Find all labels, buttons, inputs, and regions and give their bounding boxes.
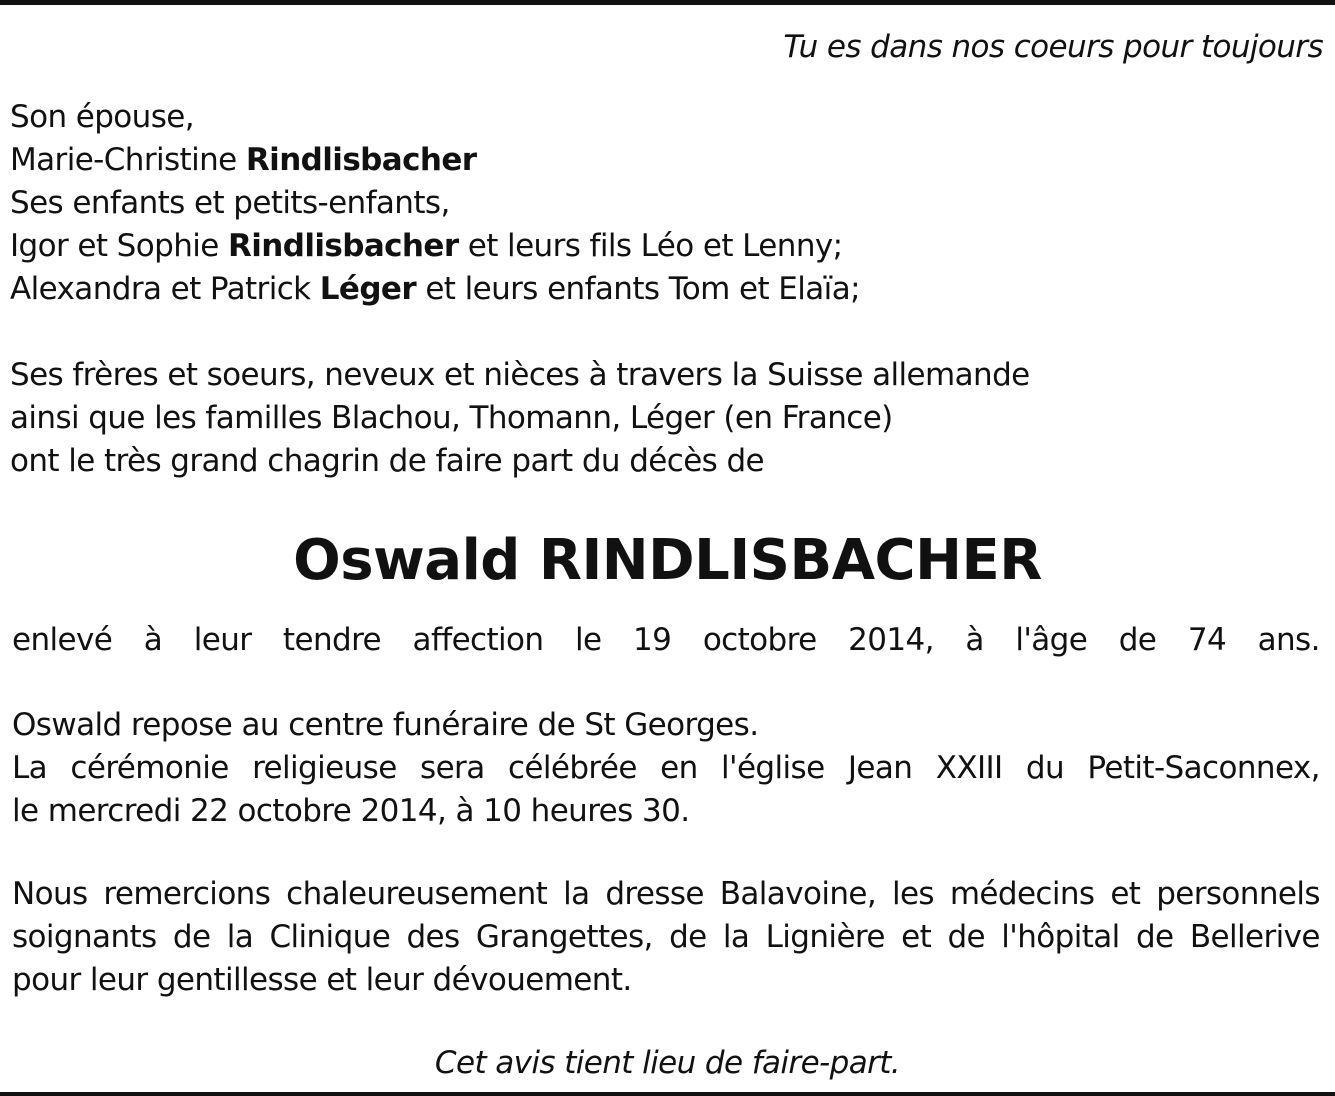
thanks-line1 [12, 874, 1320, 914]
child1-last: Rindlisbacher [227, 228, 459, 264]
child1-first: Igor et Sophie [10, 228, 228, 264]
word: XXIII [935, 750, 1003, 786]
word: enlevé [12, 622, 113, 658]
death-line [12, 620, 1320, 660]
word: l'hôpital [1001, 919, 1120, 955]
child2-last: Léger [319, 271, 417, 307]
word: Jean [847, 750, 913, 786]
word: octobre [702, 622, 817, 658]
relatives-line2: ainsi que les familles Blachou, Thomann, Léger (en France) [10, 400, 893, 436]
word: le [575, 622, 602, 658]
relatives-line1: Ses frères et soeurs, neveux et nièces à travers la Suisse allemande [10, 357, 1030, 393]
word: affection [412, 622, 544, 658]
child1-line [10, 226, 842, 266]
word: du [1025, 750, 1065, 786]
word: l'âge [1015, 622, 1088, 658]
spouse-line [10, 140, 476, 180]
word: sera [420, 750, 485, 786]
word: leur [193, 622, 252, 658]
spouse-intro: Son épouse, [10, 99, 194, 135]
word: médecins [949, 876, 1095, 912]
thanks-line2 [12, 917, 1320, 957]
word: célébrée [507, 750, 637, 786]
word: à [143, 622, 163, 658]
word: de [947, 919, 986, 955]
word: des [406, 919, 460, 955]
spouse-first-name: Marie-Christine [10, 142, 246, 178]
spouse-last-name: Rindlisbacher [245, 142, 477, 178]
word: et [1110, 876, 1141, 912]
word: l'église [721, 750, 825, 786]
word: 2014, [848, 622, 934, 658]
word: les [891, 876, 934, 912]
word: Petit-Saconnex, [1087, 750, 1320, 786]
word: à [965, 622, 984, 658]
word: soignants [12, 919, 157, 955]
word: Lignière [765, 919, 885, 955]
word: en [660, 750, 698, 786]
word: cérémonie [70, 750, 229, 786]
word: Grangettes, [475, 919, 653, 955]
word: dresse [605, 876, 704, 912]
child2-rest: et leurs enfants Tom et Elaïa; [416, 271, 860, 307]
ceremony-line1: Oswald repose au centre funéraire de St Georges. [12, 707, 759, 743]
ceremony-line2 [12, 748, 1320, 788]
word: la [226, 919, 254, 955]
word: 19 [633, 622, 672, 658]
word: 74 [1187, 622, 1227, 658]
child2-line [10, 269, 860, 309]
word: Nous [12, 876, 88, 912]
ceremony-line3: le mercredi 22 octobre 2014, à 10 heures 30. [12, 793, 690, 829]
word: la [563, 876, 590, 912]
word: de [1118, 622, 1157, 658]
word: et [901, 919, 932, 955]
word: Bellerive [1189, 919, 1320, 955]
word: chaleureusement [286, 876, 548, 912]
word: de [669, 919, 707, 955]
word: de [1135, 919, 1174, 955]
word: de [172, 919, 211, 955]
word: personnels [1156, 876, 1320, 912]
thanks-line3: pour leur gentillesse et leur dévouement. [12, 962, 632, 998]
child2-first: Alexandra et Patrick [10, 271, 320, 307]
word: Clinique [269, 919, 391, 955]
word: ans. [1257, 622, 1320, 658]
children-intro: Ses enfants et petits-enfants, [10, 185, 450, 221]
relatives-line3: ont le très grand chagrin de faire part du décès de [10, 443, 765, 479]
word: remercions [103, 876, 271, 912]
word: religieuse [252, 750, 397, 786]
word: Balavoine, [719, 876, 877, 912]
child1-rest: et leurs fils Léo et Lenny; [458, 228, 843, 264]
word: la [722, 919, 750, 955]
motto: Tu es dans nos coeurs pour toujours [783, 29, 1323, 65]
footer-note: Cet avis tient lieu de faire-part. [434, 1045, 901, 1081]
word: tendre [282, 622, 382, 658]
word: La [12, 750, 48, 786]
deceased-name: Oswald RINDLISBACHER [293, 528, 1042, 593]
